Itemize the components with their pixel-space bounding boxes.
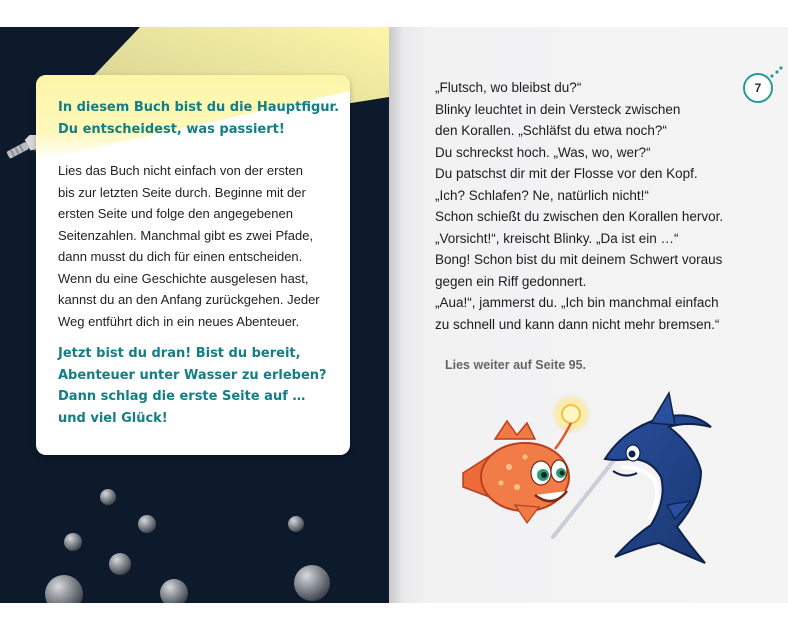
body-line: ersten Seite und folge den angegebenen: [58, 206, 293, 221]
bubble-icon: [138, 515, 156, 533]
fish-illustration: [455, 387, 725, 577]
body-line: dann musst du dich für einen entscheiden.: [58, 249, 303, 264]
bubble-icon: [294, 565, 330, 601]
story-line: zu schnell und kann dann nicht mehr bremsen.“: [435, 316, 720, 332]
body-line: Seitenzahlen. Manchmal gibt es zwei Pfade,: [58, 227, 314, 243]
page-number: 7: [754, 81, 762, 95]
body-line: kannst du an den Anfang zurückgehen. Jeder: [58, 292, 320, 307]
story-line: Du patschst dir mit der Flosse vor den Kopf.: [435, 166, 698, 181]
story-line: Du schreckst hoch. „Was, wo, wer?“: [435, 144, 651, 160]
story-line: den Korallen. „Schläfst du etwa noch?“: [435, 123, 667, 138]
story-line: „Vorsicht!“, kreischt Blinky. „Da ist ein …“: [435, 230, 679, 246]
story-line: gegen ein Riff gedonnert.: [435, 273, 587, 289]
left-page: [0, 27, 389, 603]
story-line: „Flutsch, wo bleibst du?“: [435, 80, 582, 95]
story-line: „Ich? Schlafen? Ne, natürlich nicht!“: [435, 187, 649, 203]
continue-reference: Lies weiter auf Seite 95.: [445, 358, 587, 372]
intro-line: Du entscheidest, was passiert!: [58, 121, 285, 137]
bubble-icon: [160, 579, 188, 603]
body-line: Wenn du eine Geschichte ausgelesen hast,: [58, 270, 309, 286]
story-line: Blinky leuchtet in dein Versteck zwischen: [435, 101, 681, 117]
body-line: Weg entführt dich in ein neues Abenteuer.: [58, 313, 300, 329]
cta-line: Dann schlag die erste Seite auf …: [58, 389, 306, 404]
bubble-icon: [45, 575, 83, 603]
bubble-icon: [288, 516, 304, 532]
story-line: Schon schießt du zwischen den Korallen hervor.: [435, 209, 724, 224]
story-line: „Aua!“, jammerst du. „Ich bin manchmal einfach: [435, 295, 719, 310]
bubble-icon: [109, 553, 131, 575]
cta-line: Abenteuer unter Wasser zu erleben?: [58, 367, 327, 383]
story-line: Bong! Schon bist du mit deinem Schwert voraus: [435, 252, 723, 267]
bubble-icon: [64, 533, 82, 551]
body-line: Lies das Buch nicht einfach von der ersten: [58, 163, 303, 178]
bubble-icon: [100, 489, 116, 505]
bubbles-illustration: [0, 27, 389, 603]
right-page: [389, 27, 788, 603]
anglerfish-illustration: [463, 394, 591, 523]
book-spread: [0, 27, 788, 603]
intro-line: In diesem Buch bist du die Hauptfigur.: [58, 100, 340, 115]
cta-line: Jetzt bist du dran! Bist du bereit,: [58, 346, 301, 361]
cta-line: und viel Glück!: [58, 410, 168, 426]
body-line: bis zur letzten Seite durch. Beginne mit der: [58, 184, 306, 200]
story-text: [435, 77, 775, 335]
